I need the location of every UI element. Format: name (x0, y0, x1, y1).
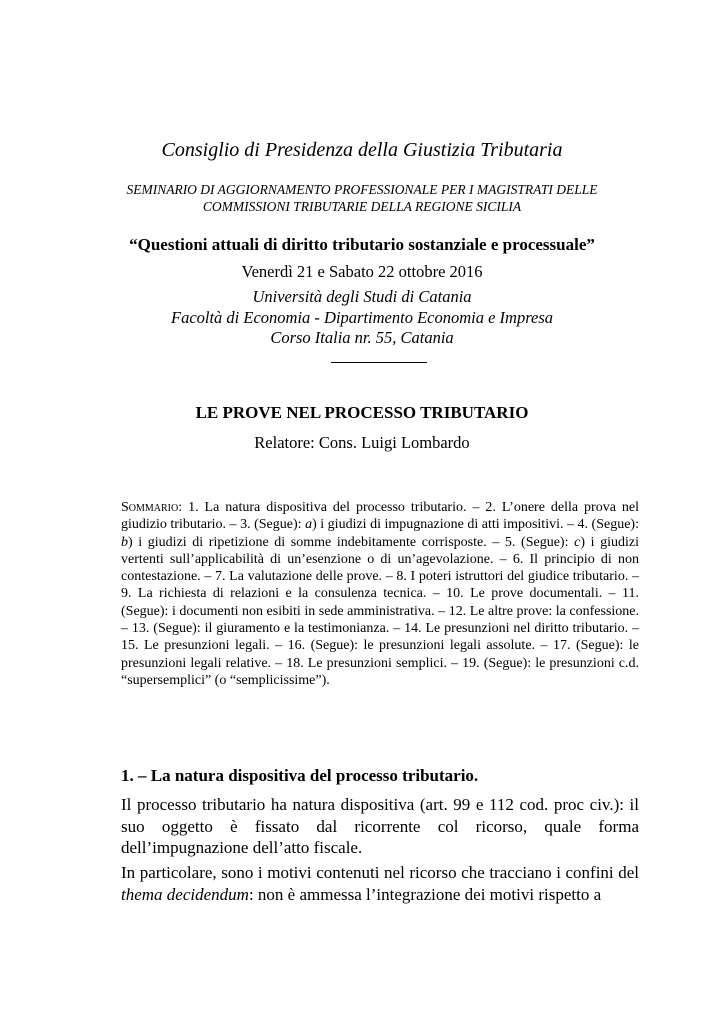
seminar-line-2: COMMISSIONI TRIBUTARIE DELLA REGIONE SICILIA (202, 199, 522, 214)
talk-title: LE PROVE NEL PROCESSO TRIBUTARIO (195, 403, 529, 422)
summary-label: Sommario (121, 500, 179, 515)
event-dates: Venerdì 21 e Sabato 22 ottobre 2016 (241, 262, 483, 281)
summary-paragraph (121, 499, 639, 689)
para2-text-a: In particolare, sono i motivi contenuti nel ricorso che tracciano i confini del (121, 863, 639, 882)
venue-block (0, 287, 724, 349)
venue-department: Facoltà di Economia - Dipartimento Economia e Impresa (170, 307, 554, 327)
seminar-line-1: SEMINARIO DI AGGIORNAMENTO PROFESSIONALE PER I MAGISTRATI DELLE (126, 182, 598, 197)
venue-address: Corso Italia nr. 55, Catania (270, 328, 454, 347)
summary-item-b: b (121, 534, 128, 550)
body-paragraph-1: Il processo tributario ha natura dispositiva (art. 99 e 112 cod. proc civ.): il suo oggetto è fissato dal ricorrente col ricorso, quale forma dell’impugnazione dell’atto fiscale. (121, 795, 639, 857)
para2-italic-term: thema decidendum (121, 884, 249, 904)
summary-item-c: c (574, 534, 581, 550)
para2-text-b: : non è ammessa l’integrazione dei motivi rispetto a (248, 884, 602, 904)
section-heading: 1. – La natura dispositiva del processo tributario. (121, 766, 479, 785)
summary-text-1: : 1. La natura dispositiva del processo tributario. – 2. L’onere della prova nel giudizio tributario. – 3. (Segue): (121, 500, 639, 533)
summary-text-2: ) i giudizi di impugnazione di atti impositivi. – 4. (Segue): (312, 517, 639, 533)
venue-university: Università degli Studi di Catania (252, 287, 472, 306)
seminar-heading (0, 181, 724, 215)
organization-title: Consiglio di Presidenza della Giustizia Tributaria (161, 139, 563, 161)
summary-text-3: ) i giudizi di ripetizione di somme indebitamente corrisposte. – 5. (Segue): (128, 534, 575, 550)
summary-item-a: a (305, 517, 313, 533)
talk-speaker: Relatore: Cons. Luigi Lombardo (254, 433, 470, 452)
summary-text-4: ) i giudizi vertenti sull’applicabilità di un’esenzione o di un’agevolazione. – 6. Il principio di non contestazione. – 7. La valutazione delle prove. – 8. I poteri istruttori del giudice tributario. – 9. La richiesta di relazioni e la consulenza tecnica. – 10. Le prove documentali. – 11. (Segue): i documenti non esibiti in sede amministrativa. – 12. Le altre prove: la confessione. – 13. (Segue): il giuramento e la testimonianza. – 14. Le presunzioni nel diritto tributario. – 15. Le presunzioni legali. – 16. (Segue): le presunzioni legali assolute. – 17. (Segue): le presunzioni legali relative. – 18. Le presunzioni semplici. – 19. (Segue): le presunzioni c.d. “supersemplici” (o “semplicissime”). (121, 534, 639, 688)
body-paragraph-2 (121, 862, 639, 905)
divider (331, 362, 427, 363)
event-title: “Questioni attuali di diritto tributario sostanziale e processuale” (129, 235, 595, 254)
